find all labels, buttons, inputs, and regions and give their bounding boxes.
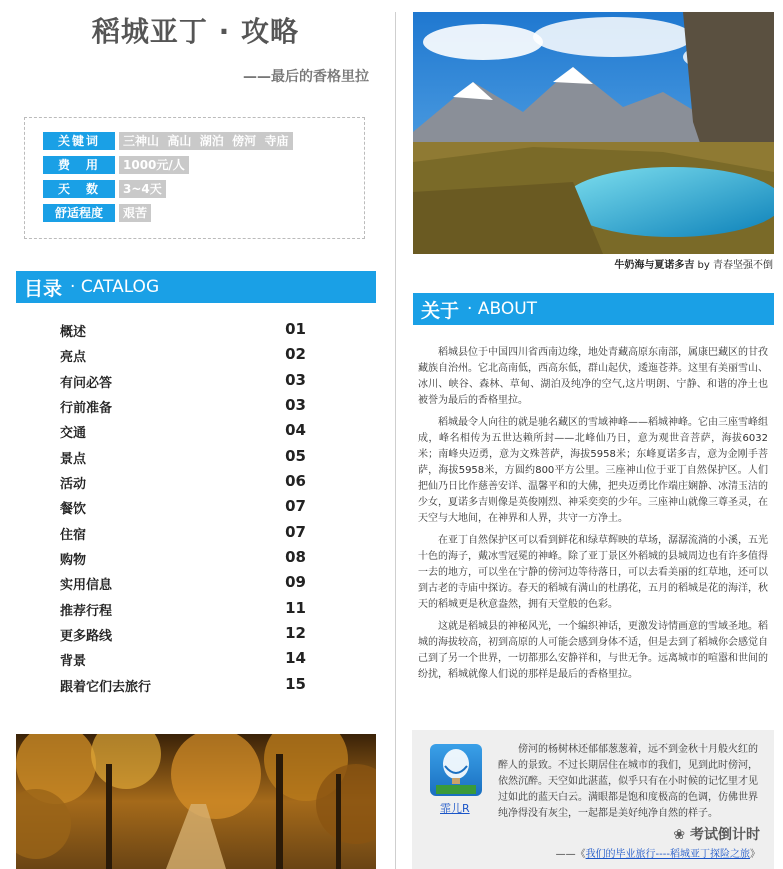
- about-paragraph: 这就是稻城县的神秘风光，一个编织神话，更激发诗情画意的雪域圣地。稻城的海拔较高，初到高原的人可能会感到身体不适，但是去到了稻城你会感觉自己到了另一个世界，一切都那么安静祥和，与世无争。远离城市的喧嚣和世间的纷扰，稻城就像人们说的那样是最后的香格里拉。: [418, 621, 768, 680]
- info-label: 天 数: [43, 180, 115, 198]
- info-row-comfort: [43, 204, 151, 222]
- keyword: 三神山: [123, 134, 160, 148]
- mountain-lake-photo: [413, 12, 774, 254]
- catalog-heading-en: · CATALOG: [70, 277, 160, 297]
- wechat-icon: ❀: [673, 827, 686, 843]
- catalog-item-page: 02: [285, 345, 306, 363]
- catalog-item-name: 实用信息: [60, 578, 113, 593]
- about-body: [418, 345, 768, 689]
- catalog-item-page: 07: [285, 523, 306, 541]
- info-row-cost: [43, 156, 189, 174]
- catalog-item[interactable]: [60, 625, 310, 647]
- baidu-travel-logo-icon: [430, 744, 482, 796]
- keyword: 高山: [167, 134, 192, 148]
- catalog-item[interactable]: [60, 650, 310, 672]
- catalog-item-page: 01: [285, 320, 306, 338]
- autumn-forest-photo: [16, 734, 376, 869]
- catalog-item-name: 概述: [60, 325, 87, 340]
- catalog-item[interactable]: [60, 397, 310, 419]
- trip-info-box: [24, 117, 365, 239]
- catalog-item-page: 08: [285, 548, 306, 566]
- catalog-item[interactable]: [60, 600, 310, 622]
- photo-caption: [614, 256, 773, 271]
- about-heading-en: · ABOUT: [467, 299, 538, 319]
- catalog-item-page: 03: [285, 396, 306, 414]
- catalog-item-page: 15: [285, 675, 306, 693]
- info-row-days: [43, 180, 166, 198]
- catalog-item[interactable]: [60, 498, 310, 520]
- keyword: 傍河: [232, 134, 257, 148]
- catalog-item[interactable]: [60, 448, 310, 470]
- quote-text: 傍河的杨树林还郁郁葱葱着，远不到金秋十月般火红的醉人的景致。不过长期居住在城市的我们，见到此时傍河，依然沉醉。天空如此湛蓝，似乎只有在小时候的记忆里才见过如此的蓝天白云。满眼都是饱和度极高的色调，仿佛世界纯净得没有灰尘，一起都是美好纯净自然的样子。: [498, 744, 758, 819]
- info-label: 费 用: [43, 156, 115, 174]
- catalog-item-name: 交通: [60, 426, 87, 441]
- catalog-item-name: 推荐行程: [60, 604, 113, 619]
- catalog-item-name: 有问必答: [60, 376, 113, 391]
- author-link[interactable]: 霏儿R: [440, 802, 470, 815]
- about-paragraph: 在亚丁自然保护区可以看到鲜花和绿草辉映的草场，潺潺流淌的小溪，五光十色的海子，戴冰雪冠冕的神峰。除了亚丁景区外稻城的县城周边也有许多值得一去的地方，可以坐在宁静的傍河边等待落日，可以去看美丽的红草地，还可以到古老的寺庙中探访。春天的稻城有满山的杜鹃花，五月的稻城是花的海洋，秋天的稻城更是秋意盎然，拥有天堂般的色彩。: [418, 535, 768, 610]
- catalog-item-page: 12: [285, 624, 306, 642]
- catalog-item-page: 14: [285, 649, 306, 667]
- info-label: 舒适程度: [43, 204, 115, 222]
- watermark: [673, 824, 760, 844]
- keyword: 寺庙: [264, 134, 289, 148]
- catalog-item-page: 06: [285, 472, 306, 490]
- watermark-text: 考试倒计时: [690, 827, 760, 843]
- catalog-item[interactable]: [60, 321, 310, 343]
- info-value: [119, 132, 293, 150]
- catalog-item[interactable]: [60, 574, 310, 596]
- catalog-item[interactable]: [60, 372, 310, 394]
- catalog-item-name: 行前准备: [60, 401, 113, 416]
- info-value: 艰苦: [119, 204, 151, 222]
- caption-author: by 青春坚强不倒: [697, 260, 773, 271]
- catalog-item[interactable]: [60, 549, 310, 571]
- catalog-item[interactable]: [60, 524, 310, 546]
- catalog-item-page: 04: [285, 421, 306, 439]
- catalog-item-name: 跟着它们去旅行: [60, 680, 152, 695]
- source-suffix: 》: [750, 849, 760, 860]
- catalog-item-page: 03: [285, 371, 306, 389]
- info-row-keywords: [43, 132, 293, 150]
- catalog-item-name: 住宿: [60, 528, 87, 543]
- catalog-item-name: 景点: [60, 452, 87, 467]
- quote-source: [556, 845, 760, 860]
- about-paragraph: 稻城县位于中国四川省西南边缘，地处青藏高原东南部，属康巴藏区的甘孜藏族自治州。它北高南低，西高东低，群山起伏，逶迤苍莽。这里有美丽雪山、冰川、峡谷、森林、草甸、湖泊及纯净的空气,这片明朗、宁静、和谐的净土也被誉为最后的香格里拉。: [418, 347, 768, 406]
- keyword: 湖泊: [199, 134, 224, 148]
- source-link[interactable]: 我们的毕业旅行----稻城亚丁探险之旅: [585, 849, 750, 860]
- catalog-item[interactable]: [60, 676, 310, 698]
- about-paragraph: 稻城最令人向往的就是驰名藏区的雪域神峰——稻城神峰。它由三座雪峰组成，峰名相传为五世达赖所封——北峰仙乃日，意为观世音菩萨，海拔6032米；南峰央迈勇，意为文殊菩萨，海拔5958米；东峰夏诺多吉，意为金刚手菩萨，海拔5958米，方圆约800平方公里。三座神山位于亚丁自然保护区。人们把仙乃日比作慈善安详、温馨平和的大佛，把央迈勇比作端庄娴静、冰清玉洁的少女，夏诺多吉则像是英俊刚烈、神采奕奕的少年。三座神山就像三尊圣灵，在天空与大地间，在神界和人界，共守一方净土。: [418, 417, 768, 524]
- column-divider: [395, 12, 396, 869]
- about-header: [413, 293, 774, 325]
- source-prefix: ——《: [555, 849, 586, 860]
- info-value: 3~4天: [119, 180, 166, 198]
- about-heading: 关于: [421, 299, 460, 322]
- info-value: 1000元/人: [119, 156, 189, 174]
- catalog-item-page: 05: [285, 447, 306, 465]
- catalog-item[interactable]: [60, 346, 310, 368]
- catalog-item[interactable]: [60, 473, 310, 495]
- catalog-item-name: 活动: [60, 477, 87, 492]
- page-subtitle: ——最后的香格里拉: [243, 69, 369, 85]
- caption-title: 牛奶海与夏诺多吉: [614, 260, 695, 271]
- catalog-item-page: 09: [285, 573, 306, 591]
- catalog-header: [16, 271, 376, 303]
- catalog-heading: 目录: [24, 277, 63, 300]
- catalog-item-name: 购物: [60, 553, 87, 568]
- catalog-item-name: 餐饮: [60, 502, 87, 517]
- info-label: 关键词: [43, 132, 115, 150]
- page-title: 稻城亚丁 · 攻略: [91, 15, 300, 48]
- catalog-item-name: 亮点: [60, 350, 87, 365]
- catalog-item[interactable]: [60, 422, 310, 444]
- traveler-quote-box: [412, 730, 774, 869]
- catalog-item-name: 背景: [60, 654, 87, 669]
- catalog-item-page: 11: [285, 599, 306, 617]
- catalog-item-name: 更多路线: [60, 629, 113, 644]
- catalog-item-page: 07: [285, 497, 306, 515]
